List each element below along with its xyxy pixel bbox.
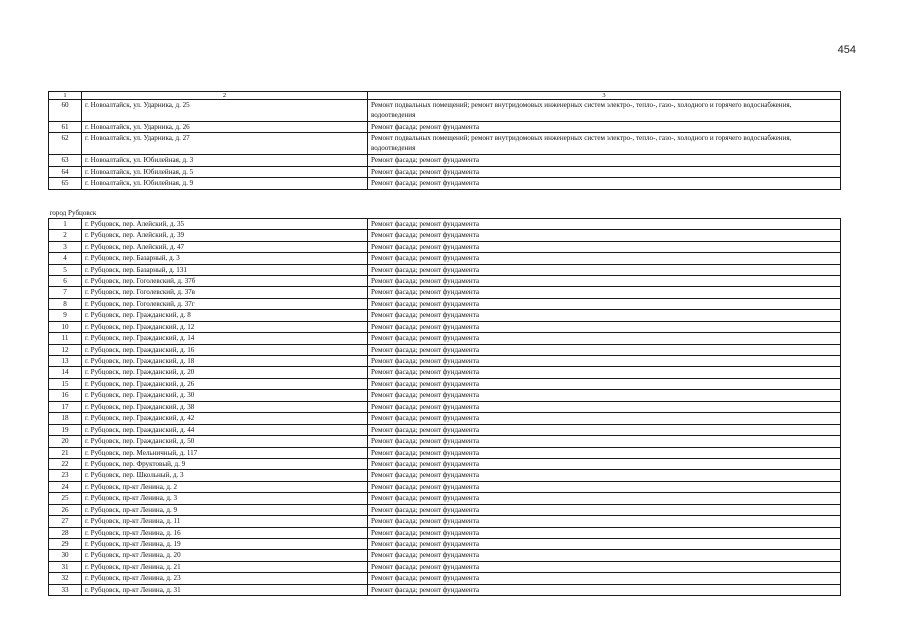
row-number: 9: [49, 310, 82, 321]
row-number: 61: [49, 122, 82, 133]
row-number: 29: [49, 539, 82, 550]
row-work-type: Ремонт фасада; ремонт фундамента: [368, 356, 841, 367]
table-row: [49, 218, 841, 229]
table-row: [49, 356, 841, 367]
row-work-type: Ремонт фасада; ремонт фундамента: [368, 424, 841, 435]
page-number: 454: [837, 44, 856, 56]
row-address: г. Рубцовск, пер. Гражданский, д. 8: [82, 310, 368, 321]
row-number: 4: [49, 253, 82, 264]
table-row: [49, 230, 841, 241]
row-number: 65: [49, 178, 82, 189]
row-work-type: Ремонт фасада; ремонт фундамента: [368, 378, 841, 389]
row-address: г. Рубцовск, пр-кт Ленина, д. 3: [82, 493, 368, 504]
row-address: г. Рубцовск, пер. Гражданский, д. 26: [82, 378, 368, 389]
table-row: [49, 241, 841, 252]
column-header: 2: [82, 92, 368, 100]
row-work-type: Ремонт фасада; ремонт фундамента: [368, 241, 841, 252]
table-header-row: [49, 92, 841, 100]
row-number: 31: [49, 561, 82, 572]
table-row: [49, 436, 841, 447]
row-number: 25: [49, 493, 82, 504]
row-work-type: Ремонт фасада; ремонт фундамента: [368, 504, 841, 515]
row-work-type: Ремонт фасада; ремонт фундамента: [368, 527, 841, 538]
row-work-type: Ремонт фасада; ремонт фундамента: [368, 401, 841, 412]
row-address: г. Рубцовск, пер. Школьный, д. 3: [82, 470, 368, 481]
table-row: [49, 539, 841, 550]
row-address: г. Рубцовск, пер. Базарный, д. 131: [82, 264, 368, 275]
row-address: г. Рубцовск, пр-кт Ленина, д. 23: [82, 573, 368, 584]
table-row: [49, 287, 841, 298]
row-number: 28: [49, 527, 82, 538]
row-address: г. Рубцовск, пер. Гражданский, д. 20: [82, 367, 368, 378]
table-body: [49, 92, 841, 596]
row-address: г. Рубцовск, пр-кт Ленина, д. 20: [82, 550, 368, 561]
row-number: 63: [49, 155, 82, 166]
row-work-type: Ремонт фасада; ремонт фундамента: [368, 413, 841, 424]
table-row: [49, 122, 841, 133]
row-address: г. Рубцовск, пер. Алейский, д. 35: [82, 218, 368, 229]
row-address: г. Рубцовск, пр-кт Ленина, д. 19: [82, 539, 368, 550]
row-number: 17: [49, 401, 82, 412]
row-work-type: Ремонт фасада; ремонт фундамента: [368, 584, 841, 595]
table-row: [49, 166, 841, 177]
row-number: 1: [49, 218, 82, 229]
table-row: [49, 298, 841, 309]
row-work-type: Ремонт фасада; ремонт фундамента: [368, 310, 841, 321]
row-address: г. Рубцовск, пр-кт Ленина, д. 11: [82, 516, 368, 527]
row-number: 18: [49, 413, 82, 424]
row-number: 14: [49, 367, 82, 378]
row-address: г. Рубцовск, пер. Гражданский, д. 12: [82, 321, 368, 332]
row-work-type: Ремонт фасада; ремонт фундамента: [368, 447, 841, 458]
table-row: [49, 155, 841, 166]
row-number: 64: [49, 166, 82, 177]
row-work-type: Ремонт фасада; ремонт фундамента: [368, 333, 841, 344]
row-number: 22: [49, 458, 82, 469]
row-work-type: Ремонт фасада; ремонт фундамента: [368, 458, 841, 469]
column-header: 3: [368, 92, 841, 100]
table-row: [49, 504, 841, 515]
row-number: 6: [49, 275, 82, 286]
table-row: [49, 516, 841, 527]
table-row: [49, 401, 841, 412]
table-row: [49, 481, 841, 492]
row-work-type: Ремонт фасада; ремонт фундамента: [368, 561, 841, 572]
row-address: г. Рубцовск, пер. Гражданский, д. 38: [82, 401, 368, 412]
repair-table: [48, 91, 841, 596]
table-row: [49, 573, 841, 584]
row-number: 26: [49, 504, 82, 515]
table-row: [49, 470, 841, 481]
row-number: 19: [49, 424, 82, 435]
row-work-type: Ремонт фасада; ремонт фундамента: [368, 275, 841, 286]
row-work-type: Ремонт фасада; ремонт фундамента: [368, 516, 841, 527]
section-header-row: [49, 208, 841, 219]
row-address: г. Рубцовск, пер. Алейский, д. 47: [82, 241, 368, 252]
row-number: 8: [49, 298, 82, 309]
row-work-type: Ремонт фасада; ремонт фундамента: [368, 390, 841, 401]
row-address: г. Рубцовск, пер. Гражданский, д. 42: [82, 413, 368, 424]
row-address: г. Рубцовск, пер. Гражданский, д. 30: [82, 390, 368, 401]
row-work-type: Ремонт фасада; ремонт фундамента: [368, 573, 841, 584]
row-address: г. Рубцовск, пр-кт Ленина, д. 2: [82, 481, 368, 492]
row-work-type: Ремонт фасада; ремонт фундамента: [368, 298, 841, 309]
section-spacer: [49, 189, 841, 208]
row-work-type: Ремонт фасада; ремонт фундамента: [368, 321, 841, 332]
section-title: город Рубцовск: [49, 208, 841, 219]
row-number: 15: [49, 378, 82, 389]
row-work-type: Ремонт фасада; ремонт фундамента: [368, 481, 841, 492]
row-work-type: Ремонт подвальных помещений; ремонт внутридомовых инженерных систем электро-, тепло-, газо-, холодного и горячего водоснабжения, водоотведения: [368, 100, 841, 122]
row-number: 24: [49, 481, 82, 492]
row-number: 13: [49, 356, 82, 367]
row-work-type: Ремонт фасада; ремонт фундамента: [368, 264, 841, 275]
row-number: 32: [49, 573, 82, 584]
row-number: 10: [49, 321, 82, 332]
row-address: г. Рубцовск, пр-кт Ленина, д. 31: [82, 584, 368, 595]
row-work-type: Ремонт подвальных помещений; ремонт внутридомовых инженерных систем электро-, тепло-, газо-, холодного и горячего водоснабжения, водоотведения: [368, 133, 841, 155]
row-address: г. Рубцовск, пер. Фруктовый, д. 9: [82, 458, 368, 469]
row-address: г. Рубцовск, пер. Алейский, д. 39: [82, 230, 368, 241]
row-work-type: Ремонт фасада; ремонт фундамента: [368, 218, 841, 229]
row-address: г. Рубцовск, пер. Гражданский, д. 18: [82, 356, 368, 367]
row-address: г. Рубцовск, пер. Гражданский, д. 16: [82, 344, 368, 355]
table-row: [49, 310, 841, 321]
table-row: [49, 178, 841, 189]
row-number: 12: [49, 344, 82, 355]
row-work-type: Ремонт фасада; ремонт фундамента: [368, 178, 841, 189]
row-work-type: Ремонт фасада; ремонт фундамента: [368, 155, 841, 166]
row-address: г. Рубцовск, пер. Гоголевский, д. 37г: [82, 298, 368, 309]
row-address: г. Новоалтайск, ул. Юбилейная, д. 5: [82, 166, 368, 177]
table-row: [49, 458, 841, 469]
row-work-type: Ремонт фасада; ремонт фундамента: [368, 122, 841, 133]
row-number: 21: [49, 447, 82, 458]
row-number: 3: [49, 241, 82, 252]
table-row: [49, 275, 841, 286]
row-number: 60: [49, 100, 82, 122]
row-number: 30: [49, 550, 82, 561]
table-row: [49, 413, 841, 424]
table-row: [49, 390, 841, 401]
spacer-cell: [49, 189, 841, 208]
row-address: г. Новоалтайск, ул. Ударника, д. 27: [82, 133, 368, 155]
table-row: [49, 561, 841, 572]
row-work-type: Ремонт фасада; ремонт фундамента: [368, 493, 841, 504]
table-row: [49, 447, 841, 458]
row-address: г. Рубцовск, пер. Гражданский, д. 44: [82, 424, 368, 435]
table-row: [49, 133, 841, 155]
row-address: г. Новоалтайск, ул. Юбилейная, д. 3: [82, 155, 368, 166]
row-number: 33: [49, 584, 82, 595]
row-address: г. Новоалтайск, ул. Ударника, д. 26: [82, 122, 368, 133]
table-row: [49, 367, 841, 378]
row-number: 7: [49, 287, 82, 298]
table-row: [49, 100, 841, 122]
row-address: г. Новоалтайск, ул. Ударника, д. 25: [82, 100, 368, 122]
row-work-type: Ремонт фасада; ремонт фундамента: [368, 436, 841, 447]
row-work-type: Ремонт фасада; ремонт фундамента: [368, 367, 841, 378]
row-address: г. Рубцовск, пер. Гражданский, д. 50: [82, 436, 368, 447]
table-row: [49, 264, 841, 275]
row-number: 62: [49, 133, 82, 155]
row-number: 16: [49, 390, 82, 401]
row-address: г. Рубцовск, пер. Гоголевский, д. 37б: [82, 275, 368, 286]
table-row: [49, 344, 841, 355]
row-number: 20: [49, 436, 82, 447]
row-work-type: Ремонт фасада; ремонт фундамента: [368, 287, 841, 298]
column-header: 1: [49, 92, 82, 100]
row-work-type: Ремонт фасада; ремонт фундамента: [368, 550, 841, 561]
table-row: [49, 333, 841, 344]
row-address: г. Рубцовск, пер. Гоголевский, д. 37в: [82, 287, 368, 298]
row-number: 5: [49, 264, 82, 275]
row-address: г. Рубцовск, пр-кт Ленина, д. 21: [82, 561, 368, 572]
row-number: 23: [49, 470, 82, 481]
row-address: г. Рубцовск, пер. Базарный, д. 3: [82, 253, 368, 264]
row-number: 27: [49, 516, 82, 527]
table-row: [49, 550, 841, 561]
table-row: [49, 253, 841, 264]
row-address: г. Рубцовск, пр-кт Ленина, д. 9: [82, 504, 368, 515]
row-address: г. Рубцовск, пер. Мельничный, д. 117: [82, 447, 368, 458]
row-number: 2: [49, 230, 82, 241]
row-address: г. Рубцовск, пер. Гражданский, д. 14: [82, 333, 368, 344]
table-row: [49, 584, 841, 595]
row-address: г. Рубцовск, пр-кт Ленина, д. 16: [82, 527, 368, 538]
table-row: [49, 493, 841, 504]
table-row: [49, 321, 841, 332]
table-row: [49, 378, 841, 389]
row-work-type: Ремонт фасада; ремонт фундамента: [368, 253, 841, 264]
row-address: г. Новоалтайск, ул. Юбилейная, д. 9: [82, 178, 368, 189]
row-work-type: Ремонт фасада; ремонт фундамента: [368, 166, 841, 177]
row-work-type: Ремонт фасада; ремонт фундамента: [368, 344, 841, 355]
row-number: 11: [49, 333, 82, 344]
table-row: [49, 424, 841, 435]
row-work-type: Ремонт фасада; ремонт фундамента: [368, 230, 841, 241]
row-work-type: Ремонт фасада; ремонт фундамента: [368, 470, 841, 481]
table-row: [49, 527, 841, 538]
row-work-type: Ремонт фасада; ремонт фундамента: [368, 539, 841, 550]
